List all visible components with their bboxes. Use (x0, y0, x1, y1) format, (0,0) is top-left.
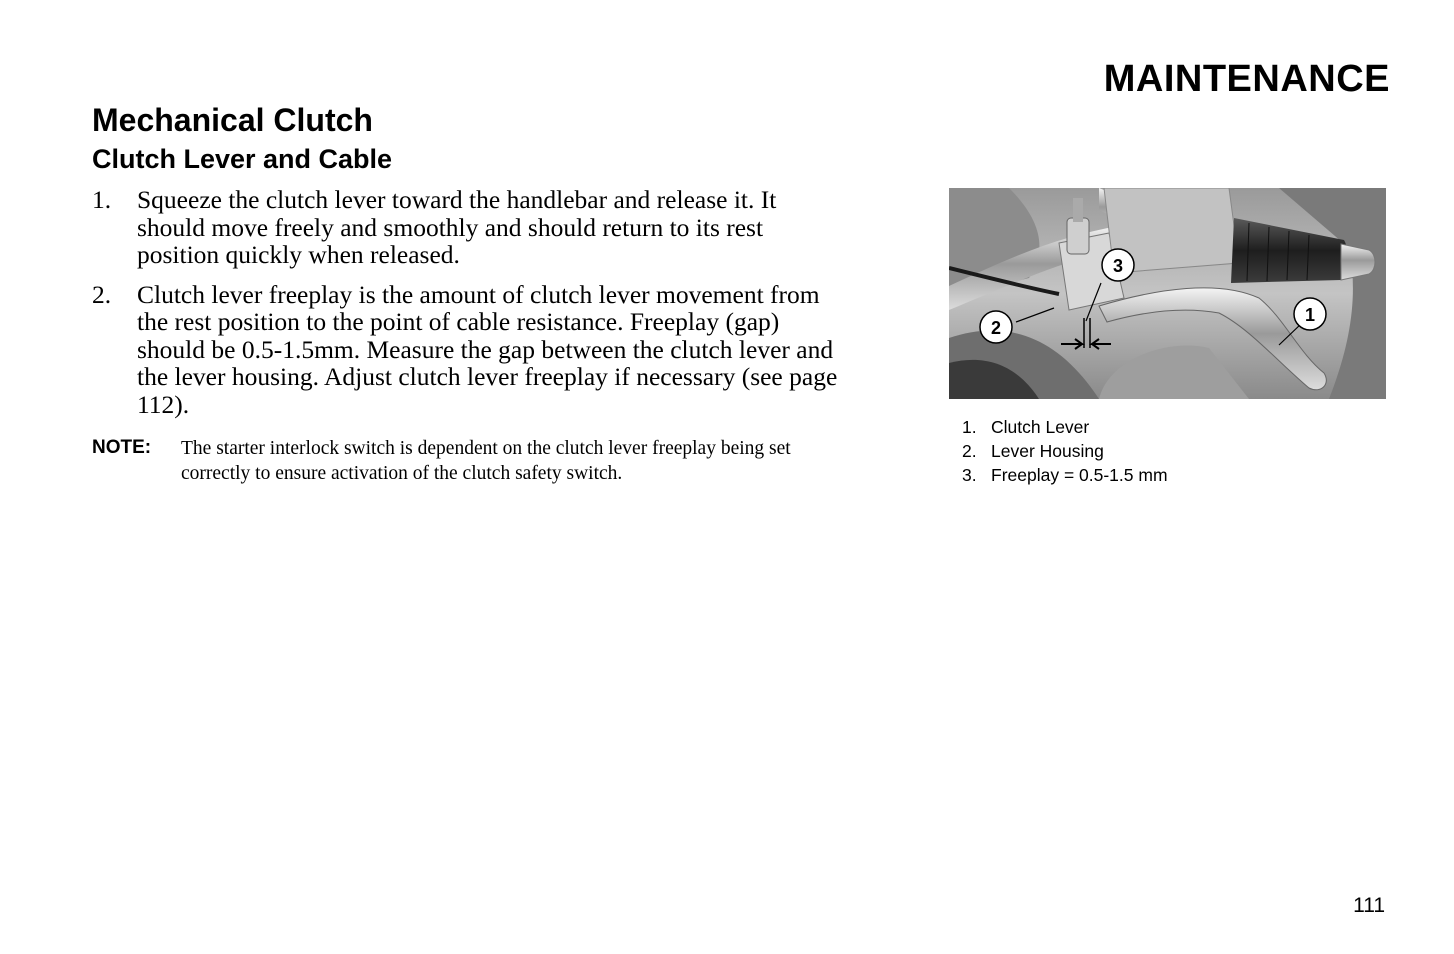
step-text: Clutch lever freeplay is the amount of clutch lever movement from the rest position to the point of cable resistance. Freeplay (gap) should be 0.5-1.5mm. Measure the gap between the clutch lever and the lever housing. Adjust clutch lever freeplay if necessary (see page 112). (137, 279, 838, 419)
instruction-list (92, 186, 842, 430)
clutch-lever-illustration (949, 188, 1386, 399)
page-heading: Mechanical Clutch (92, 102, 373, 138)
callout-1 (1294, 298, 1326, 330)
callout-3-label: 3 (1112, 256, 1124, 276)
instruction-step (92, 186, 842, 269)
clutch-lever-photo (949, 188, 1386, 399)
callout-2 (980, 311, 1012, 343)
page-number: 111 (1353, 894, 1385, 917)
callout-1-label: 1 (1304, 305, 1316, 325)
callout-3 (1102, 249, 1134, 281)
legend-text: Lever Housing (991, 441, 1104, 461)
note-text: The starter interlock switch is dependent on the clutch lever freeplay being set correctly to ensure activation of the clutch safety switch. (181, 438, 791, 484)
legend-number: 2. (962, 441, 977, 461)
legend-number: 3. (962, 465, 977, 485)
legend-item (962, 415, 1168, 439)
step-number: 2. (92, 279, 112, 309)
legend-item (962, 463, 1168, 487)
note-label: NOTE: (92, 437, 152, 458)
page-subheading: Clutch Lever and Cable (92, 144, 393, 174)
figure-legend (962, 415, 1168, 487)
legend-text: Freeplay = 0.5-1.5 mm (991, 465, 1168, 485)
step-number: 1. (92, 185, 112, 214)
instruction-step (92, 281, 842, 419)
legend-item (962, 439, 1168, 463)
section-title: MAINTENANCE (1103, 58, 1390, 100)
legend-text: Clutch Lever (991, 417, 1090, 437)
callout-2-label: 2 (990, 318, 1002, 338)
legend-number: 1. (962, 417, 977, 437)
step-text: Squeeze the clutch lever toward the handlebar and release it. It should move freely and smoothly and should return to its rest position quickly when released. (137, 185, 777, 269)
note-block (92, 436, 852, 486)
